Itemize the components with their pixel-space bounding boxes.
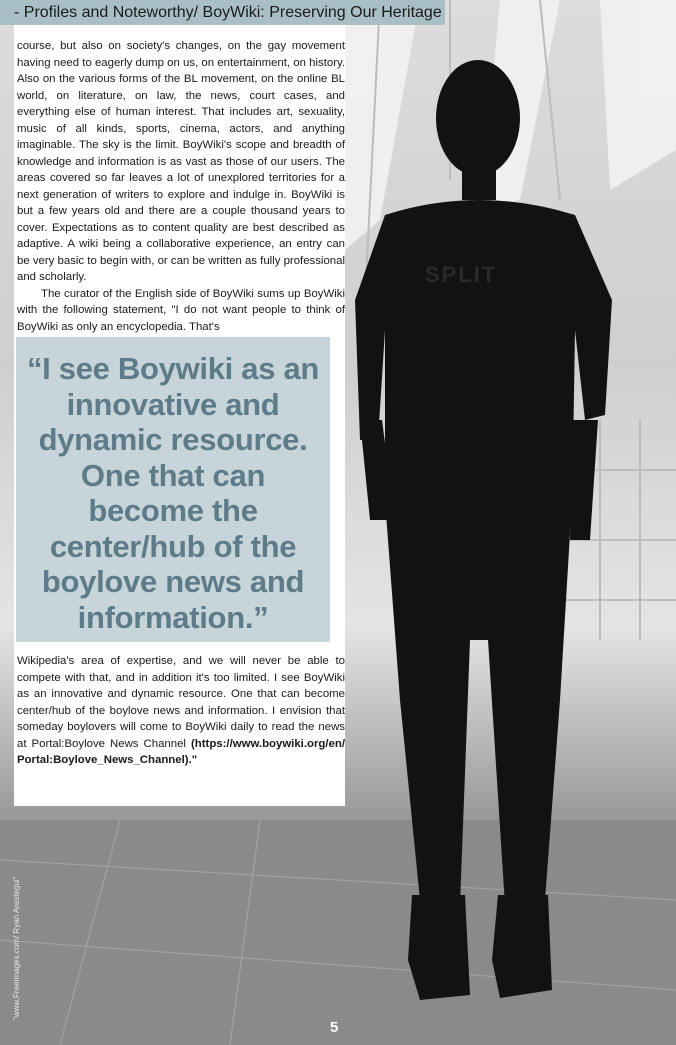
article-text-panel (14, 25, 345, 806)
pull-quote-text: “I see Boywiki as an innovative and dynamic resource. One that can become the center/hub of the boylove news and information.” (26, 351, 320, 635)
pull-quote (16, 337, 330, 642)
article-paragraph: course, but also on society's changes, on the gay movement having need to eagerly dump on us, on entertainment, on history. Also on the various forms of the BL movement, on the online BL world, on literature, on law, the news, court cases, and everything else of human interest. That includes art, sexuality, music of all kinds, sports, cinema, actors, and anything imaginable. The sky is the limit. BoyWiki's scope and breadth of knowledge and information is as vast as those of our users. The areas covered so far leaves a lot of unexplored territories for a next generation of writers to explore and indulge in. BoyWiki is but a few years old and there are a couple thousand years to cover. Expectations as to content quality are best described as adaptive. A wiki being a collaborative experience, an entry can be very basic to begin with, or can be written as fully professional and scholarly. (17, 40, 345, 283)
article-paragraph: Wikipedia's area of expertise, and we will never be able to compete with that, and in addition it's too limited. I see BoyWiki as an innovative and dynamic resource. One that can become center/hub of the boylove news and information. I envision that someday boylovers will come to BoyWiki daily to read the news at Portal:Boylove News Channel (17, 655, 345, 750)
article-body-top (17, 38, 345, 335)
portal-link[interactable]: (https://www.boywiki.org/en/Portal:Boylove_News_Channel)." (17, 737, 345, 766)
section-header: - Profiles and Noteworthy/ BoyWiki: Preserving Our Heritage (0, 0, 445, 25)
article-paragraph: The curator of the English side of BoyWiki sums up BoyWiki with the following statement, "I do not want people to think of BoyWiki as only an encyclopedia. That's (17, 287, 345, 333)
shirt-print: SPLIT (425, 262, 498, 287)
page-number: 5 (330, 1019, 339, 1036)
photo-credit: "www.FreeImages.com/ Ryan Arestegui" (12, 876, 21, 1020)
article-body-bottom (17, 653, 345, 769)
